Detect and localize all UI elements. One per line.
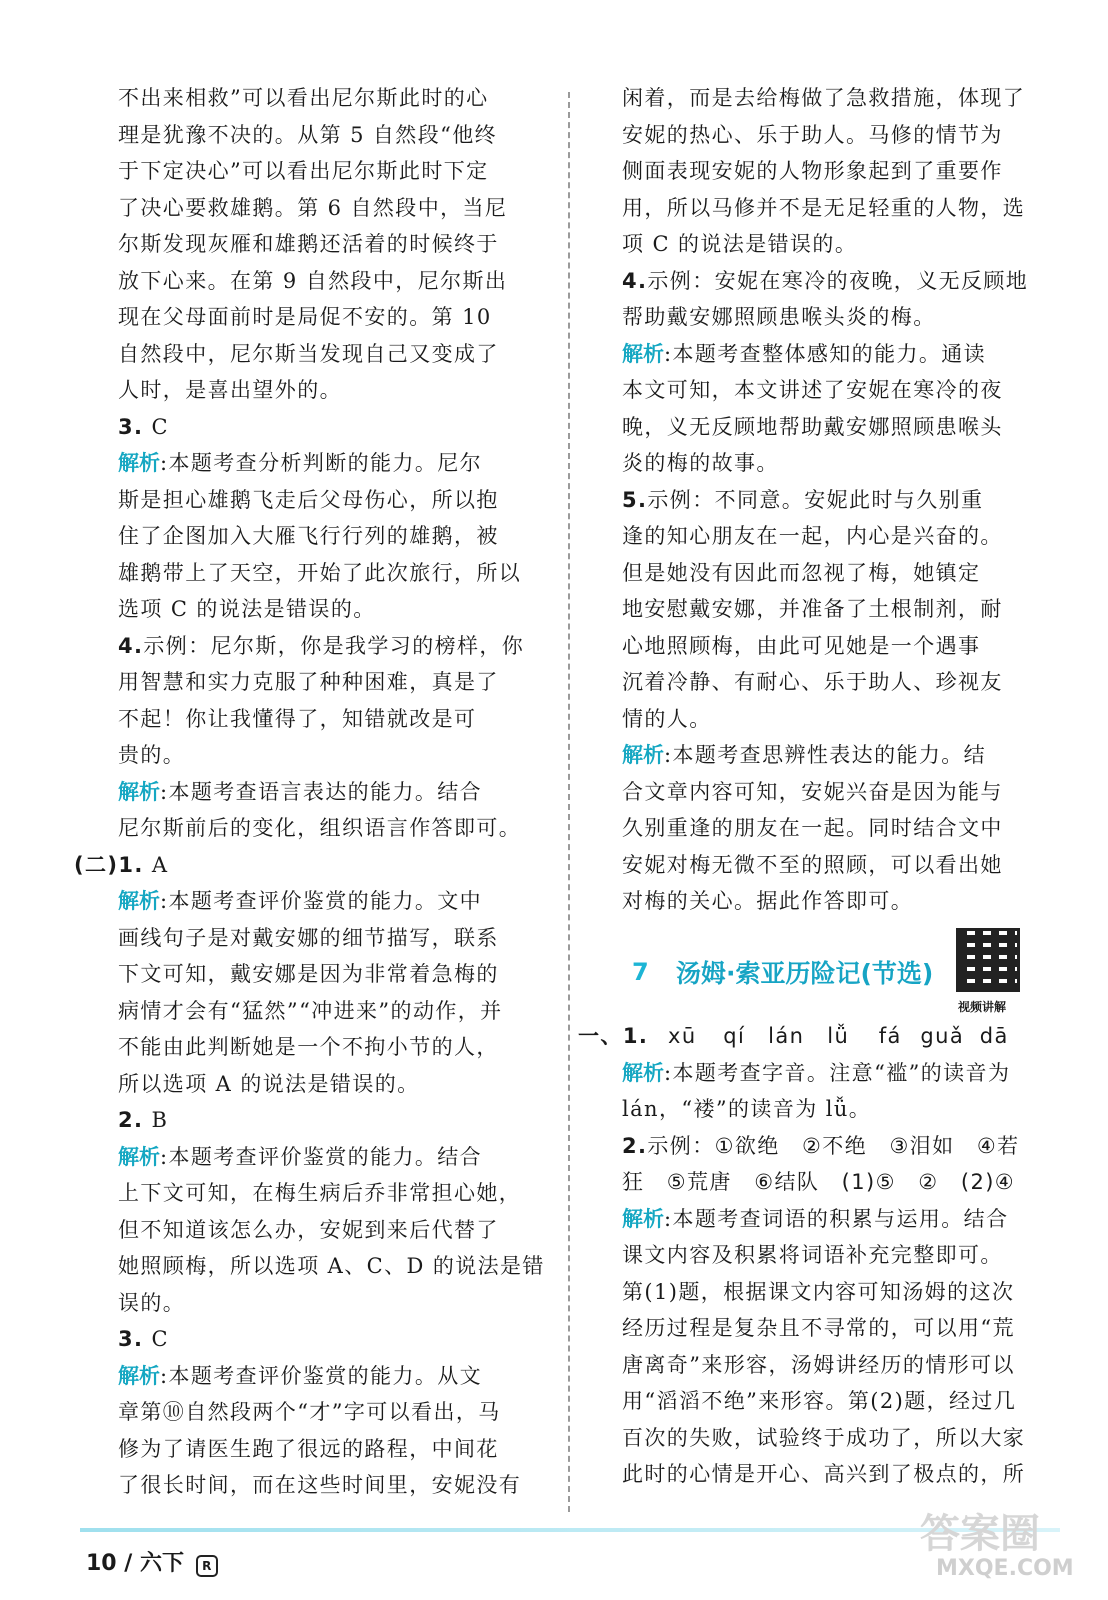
text-line: 尔斯发现灰雁和雄鹅还活着的时候终于 [118, 232, 499, 256]
analysis-label: 解析 [118, 451, 160, 475]
question-number: 5. [622, 487, 648, 512]
analysis-line [622, 336, 1042, 373]
analysis-line [118, 774, 538, 811]
analysis-label: 解析 [118, 1144, 160, 1169]
answer-value: B [151, 1108, 169, 1132]
analysis-label: 解析 [622, 1206, 664, 1231]
text-line: 于下定决心”可以看出尼尔斯此时下定 [118, 159, 489, 183]
section-2-answer-1 [74, 847, 538, 884]
answer-value: C [151, 1327, 169, 1351]
text-line: 久别重逢的朋友在一起。同时结合文中 [622, 816, 1003, 840]
answer-value: A [151, 852, 169, 877]
text-line: 理是犹豫不决的。从第 5 自然段“他终 [118, 122, 498, 147]
left-column [74, 80, 545, 1504]
answer-value: C [151, 414, 169, 439]
analysis-line [622, 1055, 1042, 1092]
analysis-label: 解析 [622, 743, 664, 767]
text-line: 地安慰戴安娜，并准备了土根制剂，耐 [622, 597, 1003, 621]
text-line: 情的人。 [622, 706, 712, 731]
text-line: 用“滔滔不绝”来形容。第(2)题，经过几 [622, 1389, 1017, 1413]
text-line: 狂 ⑤荒唐 ⑥结队 (1)⑤ ② (2)④ [622, 1170, 1016, 1194]
text-line: 了很长时间，而在这些时间里，安妮没有 [118, 1473, 522, 1497]
page-number: 10 [86, 1551, 117, 1576]
analysis-label: 解析 [118, 889, 160, 913]
text-line: 本文可知，本文讲述了安妮在寒冷的夜 [622, 378, 1003, 402]
text-line: 安妮对梅无微不至的照顾，可以看出她 [622, 852, 1003, 877]
text-line: 闲着，而是去给梅做了急救措施，体现了 [622, 86, 1026, 110]
text-line: 所以选项 A 的说法是错误的。 [118, 1071, 420, 1096]
text-line: 章第⑩自然段两个“才”字可以看出，马 [118, 1400, 501, 1424]
pinyin-item: lán [768, 1024, 805, 1048]
edition-badge: R [196, 1555, 218, 1577]
text-line: 不能由此判断她是一个不拘小节的人， [118, 1035, 499, 1059]
qr-caption: 视频讲解 [958, 1000, 1007, 1014]
analysis-label: 解析 [622, 1060, 664, 1085]
question-number: 3. [118, 414, 144, 439]
analysis-line [118, 445, 538, 482]
section-label: 一、 [578, 1024, 623, 1048]
answer-text: 示例：不同意。安妮此时与久别重 [647, 487, 984, 512]
text-line: 晚，义无反顾地帮助戴安娜照顾患喉头 [622, 414, 1003, 439]
text-line: 沉着冷静、有耐心、乐于助人、珍视友 [622, 670, 1003, 694]
text-line: 对梅的关心。据此作答即可。 [622, 889, 914, 913]
chapter-number: 7 [632, 958, 649, 986]
analysis-line [622, 1201, 1042, 1238]
pinyin-item: guǎ [920, 1024, 965, 1048]
text-line: 人时，是喜出望外的。 [118, 378, 342, 402]
text-line: 病情才会有“猛然”“冲进来”的动作，并 [118, 998, 503, 1023]
text-line: 误的。 [118, 1290, 186, 1315]
page-footer [86, 1546, 218, 1577]
text-line: 此时的心情是开心、高兴到了极点的，所 [622, 1462, 1026, 1486]
analysis-text: :本题考查思辨性表达的能力。结 [664, 743, 987, 767]
analysis-text: :本题考查字音。注意“褴”的读音为 [664, 1060, 1011, 1085]
text-line: 课文内容及积累将词语补充完整即可。 [622, 1243, 1003, 1267]
analysis-text: :本题考查整体感知的能力。通读 [664, 341, 987, 366]
text-line: 不出来相救”可以看出尼尔斯此时的心 [118, 86, 489, 110]
pinyin-item: qí [723, 1024, 746, 1048]
analysis-line [118, 883, 538, 920]
text-line: 百次的失败，试验终于成功了，所以大家 [622, 1425, 1026, 1450]
text-line: 上下文可知，在梅生病后乔非常担心她， [118, 1181, 522, 1205]
analysis-label: 解析 [622, 341, 664, 366]
grade-label: 六下 [140, 1551, 185, 1576]
text-line: 合文章内容可知，安妮兴奋是因为能与 [622, 779, 1003, 804]
chapter-heading [632, 950, 933, 994]
footer-rule [80, 1528, 1060, 1532]
text-line: 唐离奇”来形容，汤姆讲经历的情形可以 [622, 1352, 1015, 1377]
pinyin-item: dā [979, 1024, 1009, 1048]
text-line: 斯是担心雄鹅飞走后父母伤心，所以抱 [118, 487, 499, 512]
text-line: 了决心要救雄鹅。第 6 自然段中，当尼 [118, 195, 508, 220]
text-line: lán，“褛”的读音为 lǚ。 [622, 1097, 872, 1121]
answer-2 [622, 1128, 1042, 1165]
question-number: 2. [622, 1133, 648, 1158]
text-line: 贵的。 [118, 743, 186, 767]
text-line: 选项 C 的说法是错误的。 [118, 597, 376, 621]
section-2-answer-3 [118, 1321, 538, 1358]
answer-4 [118, 628, 538, 665]
text-line: 不起！你让我懂得了，知错就改是可 [118, 706, 477, 731]
analysis-text: :本题考查分析判断的能力。尼尔 [160, 451, 483, 475]
watermark-url: MXQE.COM [936, 1556, 1074, 1581]
text-line: 侧面表现安妮的人物形象起到了重要作 [622, 159, 1003, 183]
analysis-label: 解析 [118, 1363, 160, 1388]
analysis-text: :本题考查评价鉴赏的能力。文中 [160, 889, 483, 913]
analysis-line [118, 1139, 538, 1176]
answer-5 [622, 482, 1042, 519]
analysis-label: 解析 [118, 779, 160, 804]
question-number: 4. [118, 633, 144, 658]
answer-3 [118, 409, 538, 446]
text-line: 心地照顾梅，由此可见她是一个遇事 [622, 633, 981, 658]
pinyin-item: lǚ [827, 1024, 850, 1048]
right-column [622, 80, 1042, 920]
text-line: 逢的知心朋友在一起，内心是兴奋的。 [622, 524, 1003, 548]
question-number: 4. [622, 268, 648, 293]
analysis-text: :本题考查词语的积累与运用。结合 [664, 1206, 1009, 1231]
analysis-text: :本题考查评价鉴赏的能力。从文 [160, 1363, 483, 1388]
analysis-line [118, 1358, 538, 1395]
section-2-answer-2 [118, 1102, 538, 1139]
text-line: 住了企图加入大雁飞行行列的雄鹅，被 [118, 524, 499, 548]
text-line: 画线句子是对戴安娜的细节描写，联系 [118, 925, 499, 950]
pinyin-item: fá [878, 1024, 902, 1048]
text-line: 放下心来。在第 9 自然段中，尼尔斯出 [118, 268, 508, 293]
question-number: 1. [622, 1024, 649, 1048]
text-line: 帮助戴安娜照顾患喉头炎的梅。 [622, 305, 936, 329]
text-line: 炎的梅的故事。 [622, 451, 779, 475]
question-number: 1. [118, 852, 144, 877]
analysis-line [622, 737, 1042, 774]
text-line: 尼尔斯前后的变化，组织语言作答即可。 [118, 816, 522, 840]
section-label: (二) [74, 852, 119, 877]
text-line: 雄鹅带上了天空，开始了此次旅行，所以 [118, 560, 522, 585]
text-line: 项 C 的说法是错误的。 [622, 232, 858, 256]
text-line: 但是她没有因此而忽视了梅，她镇定 [622, 560, 981, 585]
text-line: 她照顾梅，所以选项 A、C、D 的说法是错 [118, 1254, 545, 1278]
text-line: 但不知道该怎么办，安妮到来后代替了 [118, 1217, 499, 1242]
footer-separator: / [124, 1551, 133, 1576]
text-line: 第(1)题，根据课文内容可知汤姆的这次 [622, 1279, 1015, 1304]
chapter-title: 汤姆·索亚历险记(节选) [676, 959, 934, 988]
answer-text: 示例：安妮在寒冷的夜晚，义无反顾地 [647, 268, 1029, 293]
text-line: 现在父母面前时是局促不安的。第 10 [118, 305, 492, 329]
watermark-logo: 答案圈 [920, 1511, 1040, 1557]
question-number: 2. [118, 1108, 144, 1132]
answer-text: 示例：①欲绝 ②不绝 ③泪如 ④若 [647, 1133, 1020, 1158]
text-line: 经历过程是复杂且不寻常的，可以用“荒 [622, 1316, 1015, 1340]
text-line: 用，所以马修并不是无足轻重的人物，选 [622, 195, 1026, 220]
pinyin-answer [578, 1018, 1042, 1055]
analysis-text: :本题考查语言表达的能力。结合 [160, 779, 483, 804]
pinyin-item: xū [668, 1024, 697, 1048]
text-line: 用智慧和实力克服了种种困难，真是了 [118, 670, 499, 694]
question-number: 3. [118, 1327, 144, 1351]
analysis-text: :本题考查评价鉴赏的能力。结合 [160, 1144, 483, 1169]
text-line: 下文可知，戴安娜是因为非常着急梅的 [118, 962, 499, 986]
text-line: 自然段中，尼尔斯当发现自己又变成了 [118, 341, 499, 366]
text-line: 安妮的热心、乐于助人。马修的情节为 [622, 122, 1003, 147]
chapter-answers [578, 1018, 1042, 1493]
qr-code-icon[interactable] [956, 928, 1020, 992]
column-divider [568, 92, 570, 1512]
answer-4 [622, 263, 1042, 300]
text-line: 修为了请医生跑了很远的路程，中间花 [118, 1436, 499, 1461]
answer-text: 示例：尼尔斯，你是我学习的榜样，你 [143, 633, 525, 658]
